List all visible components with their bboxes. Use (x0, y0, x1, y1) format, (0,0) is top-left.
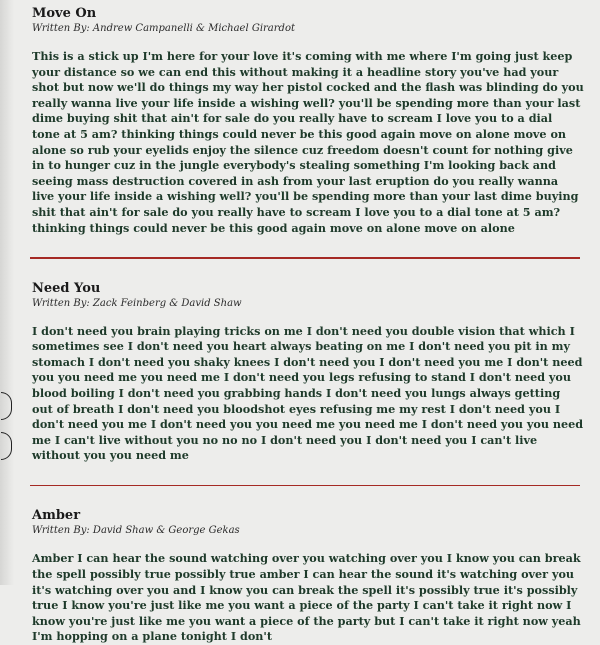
song-writers: Written By: David Shaw & George Gekas (32, 525, 240, 537)
lyrics-page (32, 6, 584, 645)
song-title: Amber (32, 508, 81, 524)
song-amber (32, 508, 584, 645)
song-writers: Written By: Zack Feinberg & David Shaw (32, 297, 242, 309)
song-writers: Written By: Andrew Campanelli & Michael Girardot (32, 23, 295, 34)
song-title: Need You (32, 280, 101, 296)
song-need-you (32, 281, 584, 464)
section-divider (30, 257, 580, 259)
binding-edge (0, 0, 14, 585)
section-divider (30, 485, 580, 487)
song-lyrics: This is a stick up I'm here for your love it's coming with me where I'm going just keep your distance so we can end this without making it a headline story you've had your shot but now we'll do things my way her pistol cocked and the flash was blinding do you really wanna live your life inside a wishing well? you'll be spending more than your last dime buying shit that ain't for sale do you really have to scream I love you to a dial tone at 5 am? thinking things could never be this good again move on alone move on alone so rub your eyelids enjoy the silence cuz freedom doesn't count for nothing give in to hunger cuz in the jungle everybody's stealing something I'm looking back and seeing mass destruction covered in ash from your last eruption do you really wanna live your life inside a wishing well? you'll be spending more than your last dime buying shit that ain't for sale do you really have to scream I love you to a dial tone at 5 am? thinking things could never be this good again move on alone move on alone (32, 49, 584, 235)
song-move-on (32, 6, 584, 236)
song-lyrics: Amber I can hear the sound watching over you watching over you I know you can break the spell possibly true possibly true amber I can hear the sound it's watching over you it's watching over you and I know you can break the spell it's possibly true it's possibly true I know you're just like me you want a piece of the party I can't take it right now I know you're just like me you want a piece of the party but I can't take it right now yeah I'm hopping on a plane tonight I don't (32, 551, 581, 644)
song-lyrics: I don't need you brain playing tricks on me I don't need you double vision that which I sometimes see I don't need you heart always beating on me I don't need you pit in my stomach I don't need you shaky knees I don't need you I don't need you me I don't need you you need me you need me I don't need you legs refusing to stand I don't need you blood boiling I don't need you grabbing hands I don't need you lungs always getting out of breath I don't need you bloodshot eyes refusing me my rest I don't need you I don't need you me I don't need you you need me you need me I don't need you you need me I can't live without you no no no I don't need you I don't need you I can't live without you you need me (32, 323, 584, 463)
song-title: Move On (32, 6, 97, 21)
